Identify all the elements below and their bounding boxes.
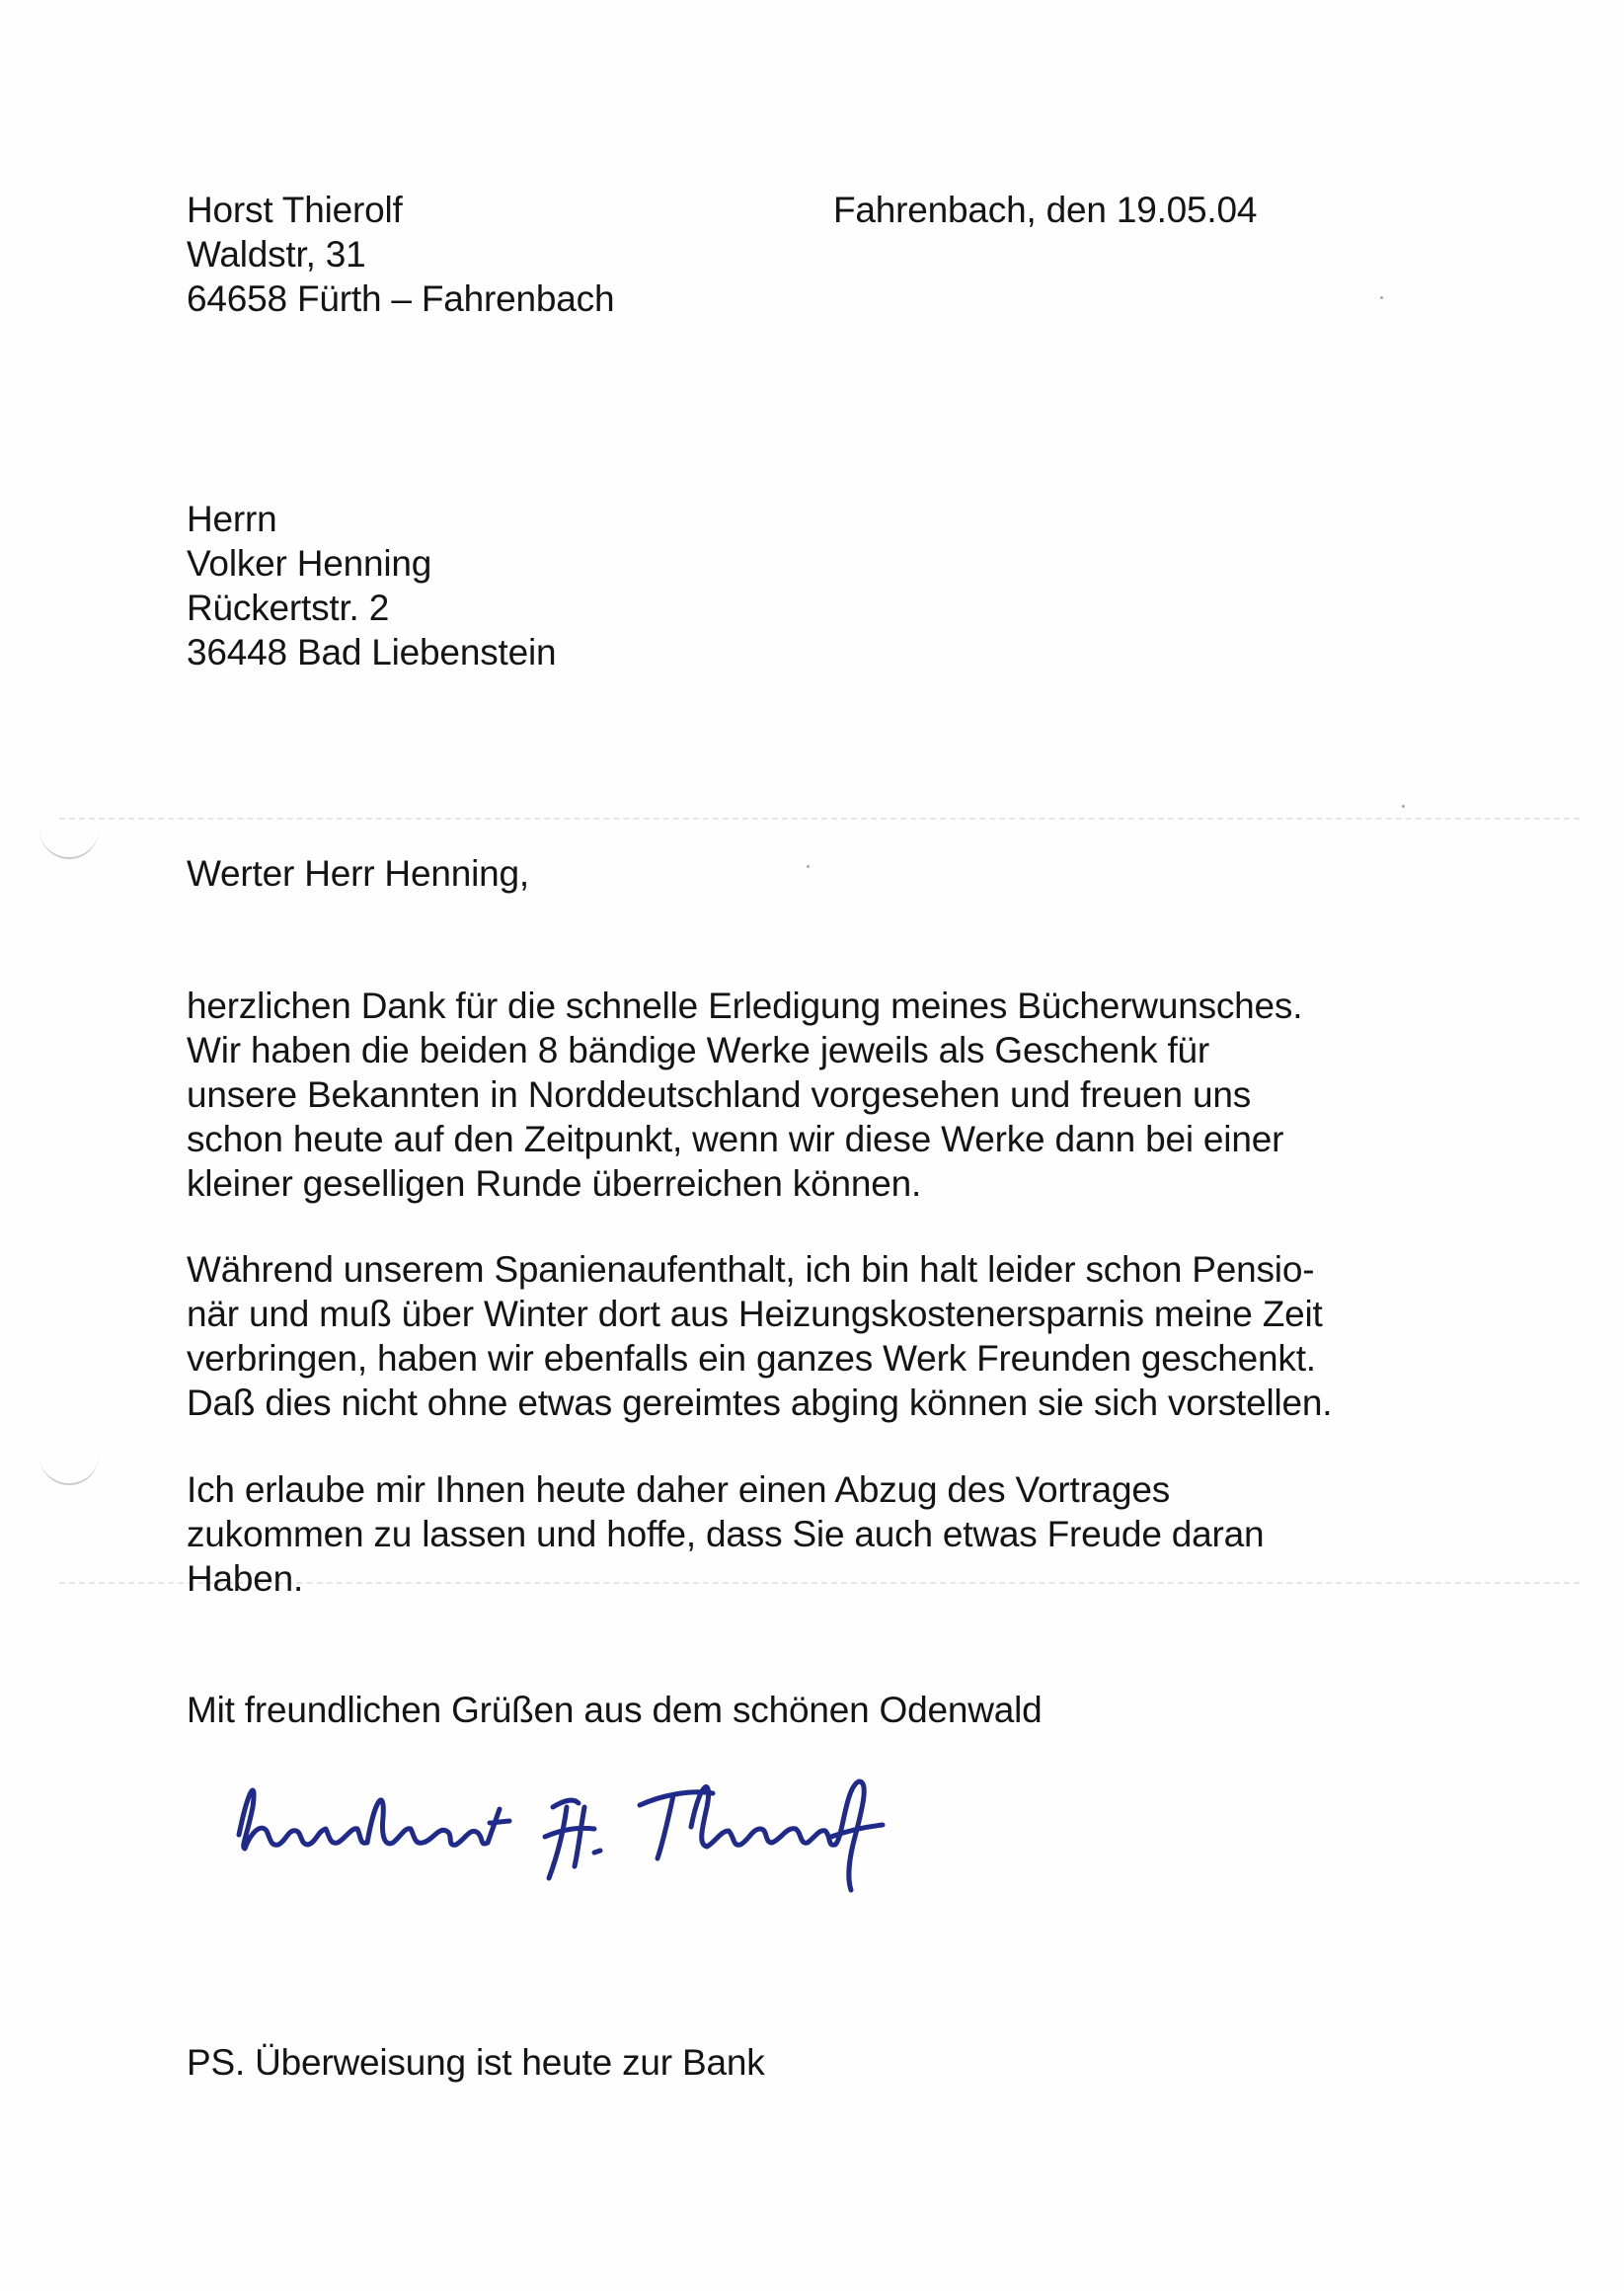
paper-speck xyxy=(1380,296,1383,299)
handwritten-signature xyxy=(227,1768,918,1896)
body-line: unsere Bekannten in Norddeutschland vorgesehen und freuen uns xyxy=(187,1074,1252,1115)
paper-speck xyxy=(1402,805,1405,808)
body-line: verbringen, haben wir ebenfalls ein ganzes Werk Freunden geschenkt. xyxy=(187,1338,1316,1379)
body-line: herzlichen Dank für die schnelle Erledigung meines Bücherwunsches. xyxy=(187,986,1303,1026)
body-paragraph-3 xyxy=(187,1467,1264,1601)
recipient-name: Volker Henning xyxy=(187,543,432,584)
body-line: schon heute auf den Zeitpunkt, wenn wir diese Werke dann bei einer xyxy=(187,1119,1284,1159)
sender-city: 64658 Fürth – Fahrenbach xyxy=(187,278,615,319)
body-line: när und muß über Winter dort aus Heizungskostenersparnis meine Zeit xyxy=(187,1294,1323,1334)
body-line: Wir haben die beiden 8 bändige Werke jeweils als Geschenk für xyxy=(187,1030,1210,1070)
recipient-street: Rückertstr. 2 xyxy=(187,588,390,628)
body-paragraph-1 xyxy=(187,984,1302,1206)
letter-closing: Mit freundlichen Grüßen aus dem schönen Odenwald xyxy=(187,1690,1043,1730)
place-date: Fahrenbach, den 19.05.04 xyxy=(833,190,1258,230)
body-line: zukommen zu lassen und hoffe, dass Sie auch etwas Freude daran xyxy=(187,1514,1265,1554)
recipient-address xyxy=(187,497,556,674)
sender-address xyxy=(187,188,614,321)
fold-line-upper xyxy=(59,818,1580,820)
letter-greeting: Werter Herr Henning, xyxy=(187,853,529,894)
recipient-city: 36448 Bad Liebenstein xyxy=(187,632,557,672)
body-paragraph-2 xyxy=(187,1247,1332,1425)
paper-speck xyxy=(807,865,810,868)
punch-hole-upper xyxy=(39,828,99,859)
sender-name: Horst Thierolf xyxy=(187,190,403,230)
body-line: Daß dies nicht ohne etwas gereimtes abging können sie sich vorstellen. xyxy=(187,1382,1333,1423)
body-line: Während unserem Spanienaufenthalt, ich bin halt leider schon Pensio- xyxy=(187,1249,1315,1290)
body-line: kleiner geselligen Runde überreichen können. xyxy=(187,1163,922,1204)
recipient-salutation: Herrn xyxy=(187,499,277,539)
body-line: Haben. xyxy=(187,1558,304,1599)
sender-street: Waldstr, 31 xyxy=(187,234,366,275)
body-line: Ich erlaube mir Ihnen heute daher einen Abzug des Vortrages xyxy=(187,1469,1171,1510)
punch-hole-lower xyxy=(39,1454,99,1485)
postscript: PS. Überweisung ist heute zur Bank xyxy=(187,2042,765,2083)
